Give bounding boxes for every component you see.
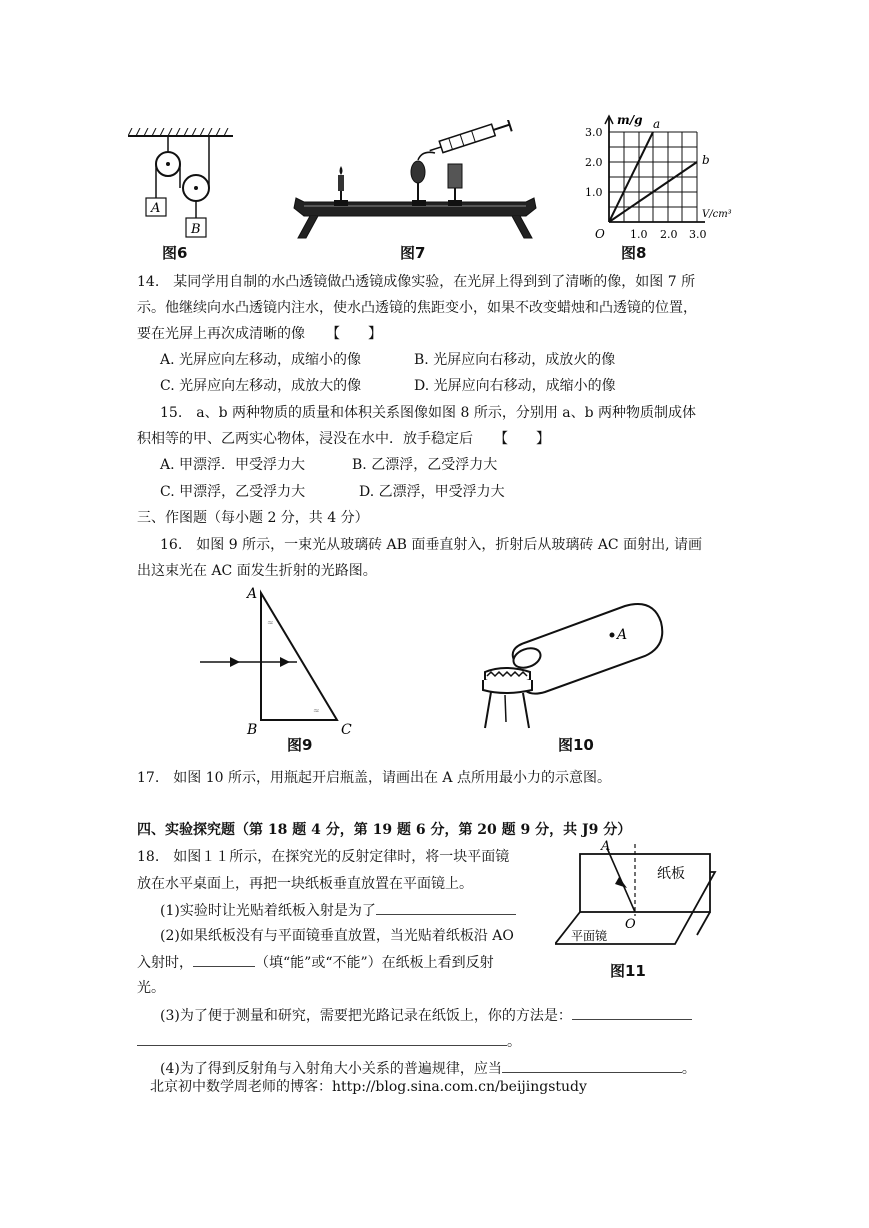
q14-line-1: 14. 某同学用自制的水凸透镜做凸透镜成像实验，在光屏上得到到了清晰的像，如图 7 所 (137, 274, 696, 290)
fig8-series-a-label: a (653, 117, 661, 131)
figure-11-caption: 图11 (610, 962, 646, 980)
figure-10-bottle-opener (475, 600, 675, 732)
fig8-y-tick-1: 1.0 (585, 186, 603, 199)
q18-sub-1-text: (1)实验时让光贴着纸板入射是为了 (160, 903, 376, 919)
fig9-vertex-b: B (247, 722, 258, 738)
q18-blank-2[interactable] (193, 952, 255, 967)
q15-option-a: A. 甲漂浮．甲受浮力大 (160, 457, 306, 473)
fig10-point-a: A (617, 627, 628, 643)
q15-option-b: B. 乙漂浮，乙受浮力大 (352, 457, 498, 473)
q14-line-3: 要在光屏上再次成清晰的像 【 】 (137, 326, 382, 342)
q17-line-1: 17. 如图 10 所示，用瓶起开启瓶盖，请画出在 A 点所用最小力的示意图。 (137, 770, 611, 786)
q18-sub-3-continuation (137, 1031, 521, 1052)
q15-line-2: 积相等的甲、乙两实心物体，浸没在水中．放手稳定后 【 】 (137, 431, 550, 447)
fig8-y-axis-label: m/g (617, 113, 643, 127)
figure-7-optical-bench (290, 120, 540, 242)
q18-sub-3-end: 。 (507, 1034, 521, 1050)
q18-blank-3[interactable] (572, 1005, 692, 1020)
fig9-vertex-a: A (247, 586, 258, 602)
figure-9-caption: 图9 (287, 736, 313, 754)
fig6-label-b: B (191, 222, 201, 237)
q14-option-d: D. 光屏应向右移动，成缩小的像 (414, 378, 616, 394)
q18-sub-3-text: (3)为了便于测量和研究，需要把光路记录在纸饭上，你的方法是： (160, 1008, 572, 1024)
figure-8-caption: 图8 (621, 244, 647, 262)
fig11-mirror-label: 平面镜 (571, 929, 608, 943)
q18-blank-3-continued[interactable] (137, 1031, 507, 1046)
figure-11-reflection-setup (555, 838, 725, 976)
fig6-label-a: A (151, 201, 161, 216)
q18-line-1: 18. 如图１１所示，在探究光的反射定律时，将一块平面镜 (137, 849, 510, 865)
fig9-vertex-c: C (341, 722, 352, 738)
q18-sub-1 (160, 900, 516, 921)
q16-line-1: 16. 如图 9 所示，一束光从玻璃砖 AB 面垂直射入，折射后从玻璃砖 AC 面射出, 请画 (160, 537, 702, 553)
figure-6-pulleys (128, 128, 233, 240)
svg-text:≈: ≈ (267, 618, 274, 627)
q18-sub-4-text: (4)为了得到反射角与入射角大小关系的普遍规律，应当 (160, 1061, 502, 1077)
figure-10-caption: 图10 (558, 736, 594, 754)
q18-sub-2a: (2)如果纸板没有与平面镜垂直放置，当光贴着纸板沿 AO (160, 928, 514, 944)
q14-line-2: 示。他继续向水凸透镜内注水，使水凸透镜的焦距变小，如果不改变蜡烛和凸透镜的位置， (137, 300, 697, 316)
q18-sub-2b-post: （填“能”或“不能”）在纸板上看到反射 (255, 955, 494, 971)
q18-sub-4-end: 。 (681, 1061, 696, 1077)
q14-option-b: B. 光屏应向右移动，成放火的像 (414, 352, 616, 368)
q18-blank-1[interactable] (376, 900, 516, 915)
section-3-title: 三、作图题（每小题 2 分，共 4 分） (137, 510, 369, 526)
fig8-y-tick-3: 3.0 (585, 126, 603, 139)
q18-sub-2c: 光。 (137, 980, 165, 996)
q18-blank-4[interactable] (502, 1058, 682, 1073)
q18-line-2: 放在水平桌面上，再把一块纸板垂直放置在平面镜上。 (137, 876, 473, 892)
q18-sub-2b (137, 952, 494, 973)
svg-text:≈: ≈ (313, 706, 320, 715)
fig8-x-tick-3: 3.0 (689, 228, 707, 241)
q16-line-2: 出这束光在 AC 面发生折射的光路图。 (137, 563, 377, 579)
fig8-x-axis-label: V/cm³ (702, 209, 732, 220)
q18-sub-3 (160, 1005, 692, 1026)
q18-sub-4 (160, 1058, 696, 1079)
fig11-point-a: A (601, 839, 611, 854)
section-4-title: 四、实验探究题（第 18 题 4 分，第 19 题 6 分，第 20 题 9 分，共 J9 分） (137, 822, 632, 838)
q15-option-d: D. 乙漂浮，甲受浮力大 (359, 484, 505, 500)
fig8-series-b-label: b (702, 153, 710, 167)
footer-blog-link[interactable]: 北京初中数学周老师的博客：http://blog.sina.com.cn/beijingstudy (150, 1079, 587, 1095)
q14-option-c: C. 光屏应向左移动，成放大的像 (160, 378, 362, 394)
fig11-board-label: 纸板 (657, 866, 685, 882)
fig8-x-tick-2: 2.0 (660, 228, 678, 241)
fig8-y-tick-2: 2.0 (585, 156, 603, 169)
figure-8-mass-volume-graph (585, 112, 735, 242)
fig11-point-o: O (625, 917, 636, 932)
figure-6-caption: 图6 (162, 244, 188, 262)
fig8-x-tick-1: 1.0 (630, 228, 648, 241)
q14-option-a: A. 光屏应向左移动，成缩小的像 (160, 352, 362, 368)
q15-option-c: C. 甲漂浮，乙受浮力大 (160, 484, 306, 500)
figure-7-caption: 图7 (400, 244, 426, 262)
fig8-origin: O (595, 227, 605, 241)
figure-9-glass-prism (195, 585, 365, 740)
q18-sub-2b-pre: 入射时， (137, 955, 193, 971)
q15-line-1: 15. a、b 两种物质的质量和体积关系图像如图 8 所示，分别用 a、b 两种物质制成体 (160, 405, 697, 421)
